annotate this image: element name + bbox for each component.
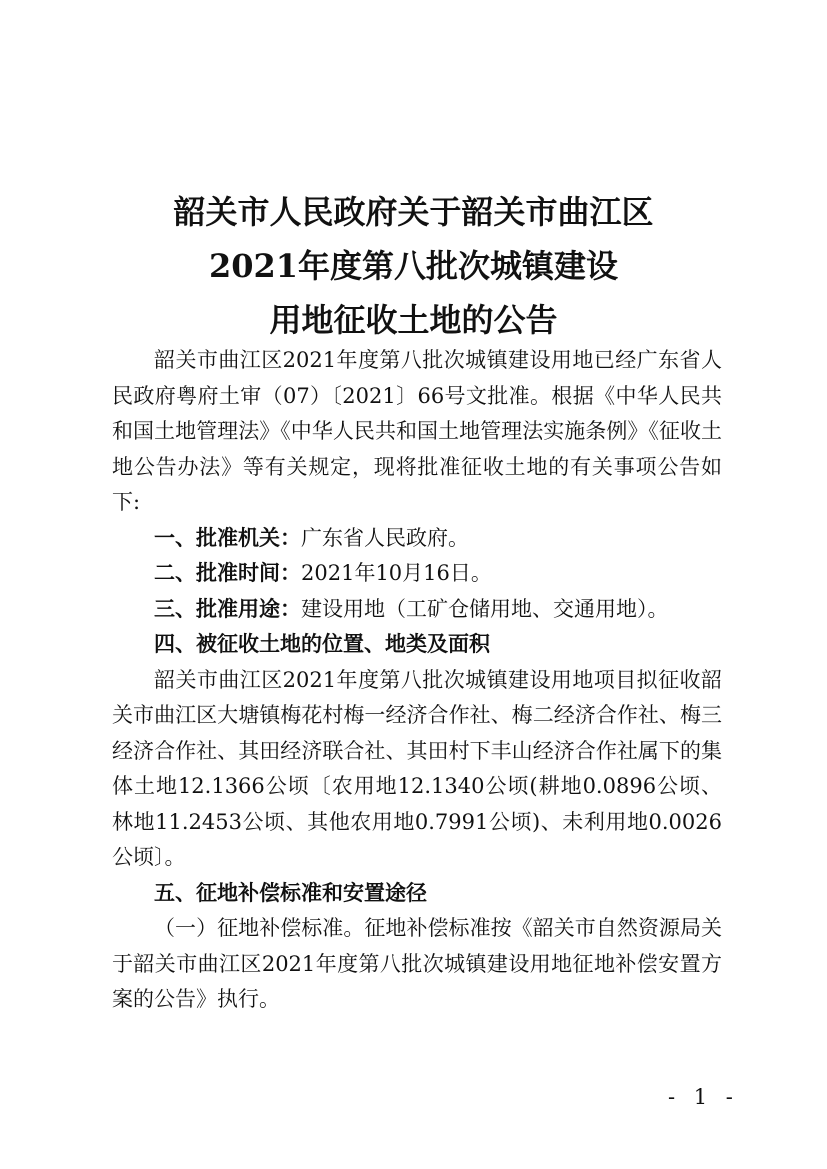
document-title xyxy=(0,185,827,347)
section-5-sub1-paragraph: （一）征地补偿标准。征地补偿标准按《韶关市自然资源局关于韶关市曲江区2021年度第八批次城镇建设用地征地补偿安置方案的公告》执行。 xyxy=(112,916,722,1011)
approval-purpose-value: 建设用地（工矿仓储用地、交通用地）。 xyxy=(301,596,669,621)
approval-date-label: 二、批准时间： xyxy=(154,561,301,585)
approval-authority xyxy=(112,521,722,557)
approval-date-value: 2021年10月16日。 xyxy=(301,561,492,585)
section-4-heading: 四、被征收土地的位置、地类及面积 xyxy=(154,632,490,656)
page-number: - 1 - xyxy=(668,1085,739,1109)
title-line-2: 2021年度第八批次城镇建设 xyxy=(208,247,619,285)
document-body xyxy=(112,343,722,1018)
section-4-paragraph: 韶关市曲江区2021年度第八批次城镇建设用地项目拟征收韶关市曲江区大塘镇梅花村梅一经济合作社、梅二经济合作社、梅三经济合作社、其田经济联合社、其田村下丰山经济合作社属下的集体土地12.1366公顷〔农用地12.1340公顷(耕地0.0896公顷、林地11.2453公顷、其他农用地0.7991公顷)、未利用地0.0026公顷〕。 xyxy=(112,667,722,869)
approval-purpose xyxy=(112,592,722,628)
section-5-heading: 五、征地补偿标准和安置途径 xyxy=(154,880,427,905)
approval-date xyxy=(112,556,722,592)
title-line-1: 韶关市人民政府关于韶关市曲江区 xyxy=(173,193,654,231)
approval-authority-value: 广东省人民政府。 xyxy=(301,525,469,550)
intro-paragraph: 韶关市曲江区2021年度第八批次城镇建设用地已经广东省人民政府粤府土审（07）〔2021〕66号文批准。根据《中华人民共和国土地管理法》《中华人民共和国土地管理法实施条例》《征收土地公告办法》等有关规定，现将批准征收土地的有关事项公告如下: xyxy=(112,348,722,514)
title-line-3: 用地征收土地的公告 xyxy=(269,301,558,339)
approval-authority-label: 一、批准机关： xyxy=(154,525,301,550)
approval-purpose-label: 三、批准用途： xyxy=(154,596,301,621)
